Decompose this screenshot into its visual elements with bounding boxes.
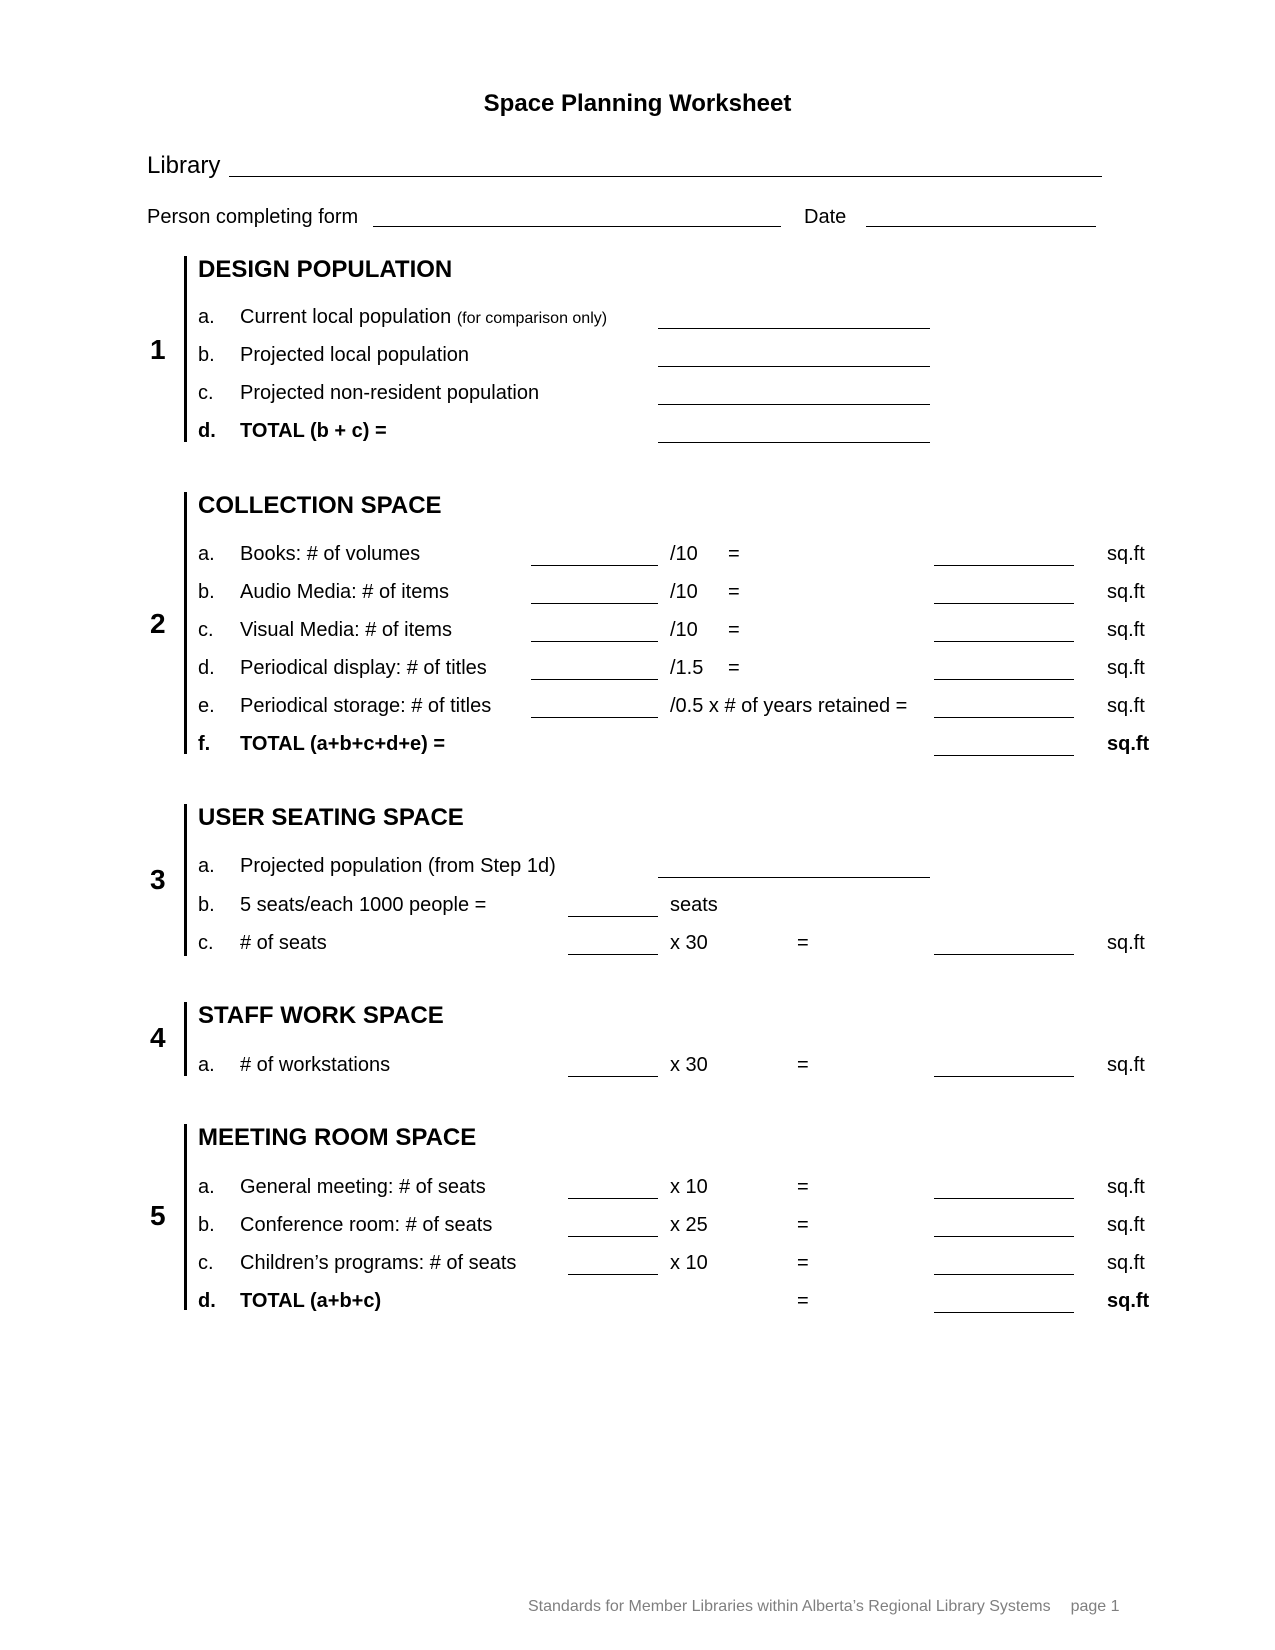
library-label: Library [147, 152, 221, 179]
entry-field[interactable] [568, 916, 658, 917]
entry-field[interactable] [531, 565, 658, 566]
result-field[interactable] [934, 641, 1074, 642]
item-text: # of seats [240, 932, 327, 954]
entry-field[interactable] [658, 328, 930, 329]
page-number: page 1 [1070, 1598, 1120, 1615]
page-footer [528, 1598, 1120, 1616]
operator: /10 [670, 581, 698, 603]
library-field[interactable] [229, 176, 1102, 177]
item-text: TOTAL (b + c) = [240, 420, 387, 442]
result-field[interactable] [934, 1274, 1074, 1275]
item-text: Projected non-resident population [240, 382, 540, 404]
equals: = [728, 543, 740, 565]
section-title: STAFF WORK SPACE [198, 1002, 444, 1029]
list-item [0, 344, 1275, 374]
item-letter: a. [198, 1054, 215, 1076]
item-letter: f. [198, 733, 211, 755]
item-text: Audio Media: # of items [240, 581, 449, 603]
entry-field[interactable] [568, 1076, 658, 1077]
person-field[interactable] [373, 226, 781, 227]
section-number: 5 [150, 1200, 166, 1231]
entry-field[interactable] [658, 404, 930, 405]
list-item [0, 1176, 1275, 1206]
list-item [0, 1290, 1275, 1320]
item-text: General meeting: # of seats [240, 1176, 486, 1198]
result-field[interactable] [934, 1076, 1074, 1077]
item-letter: b. [198, 1214, 215, 1236]
item-letter: a. [198, 1176, 215, 1198]
date-label: Date [804, 206, 847, 228]
list-item [0, 581, 1275, 611]
section-title: MEETING ROOM SPACE [198, 1124, 477, 1151]
equals: = [797, 1290, 809, 1312]
person-label: Person completing form [147, 206, 359, 228]
item-letter: a. [198, 543, 215, 565]
equals: = [797, 1214, 809, 1236]
item-text: TOTAL (a+b+c+d+e) = [240, 733, 446, 755]
item-text: TOTAL (a+b+c) [240, 1290, 382, 1312]
page-title: Space Planning Worksheet [483, 90, 792, 117]
item-letter: d. [198, 657, 215, 679]
item-letter: d. [198, 420, 216, 442]
result-field[interactable] [934, 603, 1074, 604]
list-item [0, 932, 1275, 962]
item-letter: a. [198, 306, 215, 328]
list-item [0, 1054, 1275, 1084]
item-letter: b. [198, 344, 215, 366]
entry-field[interactable] [531, 717, 658, 718]
operator: x 30 [670, 1054, 708, 1076]
item-letter: a. [198, 855, 215, 877]
list-item [0, 306, 1275, 336]
list-item [0, 733, 1275, 763]
item-text: 5 seats/each 1000 people = [240, 894, 487, 916]
entry-field[interactable] [568, 1198, 658, 1199]
item-letter: b. [198, 581, 215, 603]
item-text: # of workstations [240, 1054, 391, 1076]
section-number: 1 [150, 334, 166, 365]
list-item [0, 1214, 1275, 1244]
operator: /1.5 [670, 657, 704, 679]
entry-field[interactable] [658, 366, 930, 367]
operator: x 10 [670, 1176, 708, 1198]
list-item [0, 420, 1275, 450]
result-field[interactable] [934, 1312, 1074, 1313]
list-item [0, 543, 1275, 573]
section-number: 4 [150, 1022, 166, 1053]
list-item [0, 619, 1275, 649]
entry-field[interactable] [568, 954, 658, 955]
equals: = [797, 932, 809, 954]
unit: sq.ft [1107, 657, 1145, 679]
item-letter: c. [198, 932, 214, 954]
equals: = [728, 581, 740, 603]
item-text: Books: # of volumes [240, 543, 421, 565]
item-text: Conference room: # of seats [240, 1214, 493, 1236]
unit: sq.ft [1107, 1214, 1145, 1236]
list-item [0, 382, 1275, 412]
item-letter: c. [198, 619, 214, 641]
unit: sq.ft [1107, 543, 1145, 565]
result-field[interactable] [934, 1198, 1074, 1199]
list-item [0, 855, 1275, 885]
unit: sq.ft [1107, 932, 1145, 954]
item-letter: c. [198, 1252, 214, 1274]
item-text: Current local population (for comparison only) [240, 306, 608, 328]
list-item [0, 695, 1275, 725]
item-text: Visual Media: # of items [240, 619, 452, 641]
footer-text: Standards for Member Libraries within Alberta’s Regional Library Systems [528, 1598, 1051, 1615]
section-title: DESIGN POPULATION [198, 256, 453, 283]
equals: = [797, 1252, 809, 1274]
operator: x 25 [670, 1214, 708, 1236]
equals: = [728, 619, 740, 641]
section-number: 2 [150, 608, 166, 639]
unit: sq.ft [1107, 733, 1150, 755]
result-field[interactable] [934, 1236, 1074, 1237]
result-field[interactable] [934, 954, 1074, 955]
item-text: Projected population (from Step 1d) [240, 855, 556, 877]
item-letter: c. [198, 382, 214, 404]
unit: sq.ft [1107, 581, 1145, 603]
operator: /10 [670, 619, 698, 641]
item-text: Periodical storage: # of titles [240, 695, 492, 717]
result-field[interactable] [934, 565, 1074, 566]
entry-field[interactable] [531, 641, 658, 642]
date-field[interactable] [866, 226, 1096, 227]
list-item [0, 657, 1275, 687]
unit: sq.ft [1107, 1176, 1145, 1198]
entry-field[interactable] [658, 442, 930, 443]
entry-field[interactable] [531, 603, 658, 604]
entry-field[interactable] [568, 1274, 658, 1275]
section-title: USER SEATING SPACE [198, 804, 464, 831]
entry-field[interactable] [568, 1236, 658, 1237]
section-title: COLLECTION SPACE [198, 492, 442, 519]
operator: /0.5 x # of years retained = [670, 695, 908, 717]
operator: x 30 [670, 932, 708, 954]
entry-field[interactable] [658, 877, 930, 878]
operator: seats [670, 894, 718, 916]
result-field[interactable] [934, 717, 1074, 718]
item-text: Periodical display: # of titles [240, 657, 487, 679]
item-note: (for comparison only) [456, 310, 608, 327]
item-text: Projected local population [240, 344, 470, 366]
entry-field[interactable] [531, 679, 658, 680]
item-letter: d. [198, 1290, 216, 1312]
unit: sq.ft [1107, 1054, 1145, 1076]
unit: sq.ft [1107, 1252, 1145, 1274]
result-field[interactable] [934, 679, 1074, 680]
item-text: Children’s programs: # of seats [240, 1252, 517, 1274]
unit: sq.ft [1107, 1290, 1150, 1312]
operator: /10 [670, 543, 698, 565]
list-item [0, 894, 1275, 924]
equals: = [728, 657, 740, 679]
section-number: 3 [150, 864, 166, 895]
equals: = [797, 1054, 809, 1076]
unit: sq.ft [1107, 695, 1145, 717]
item-letter: b. [198, 894, 215, 916]
equals: = [797, 1176, 809, 1198]
result-field[interactable] [934, 755, 1074, 756]
unit: sq.ft [1107, 619, 1145, 641]
operator: x 10 [670, 1252, 708, 1274]
list-item [0, 1252, 1275, 1282]
item-letter: e. [198, 695, 215, 717]
